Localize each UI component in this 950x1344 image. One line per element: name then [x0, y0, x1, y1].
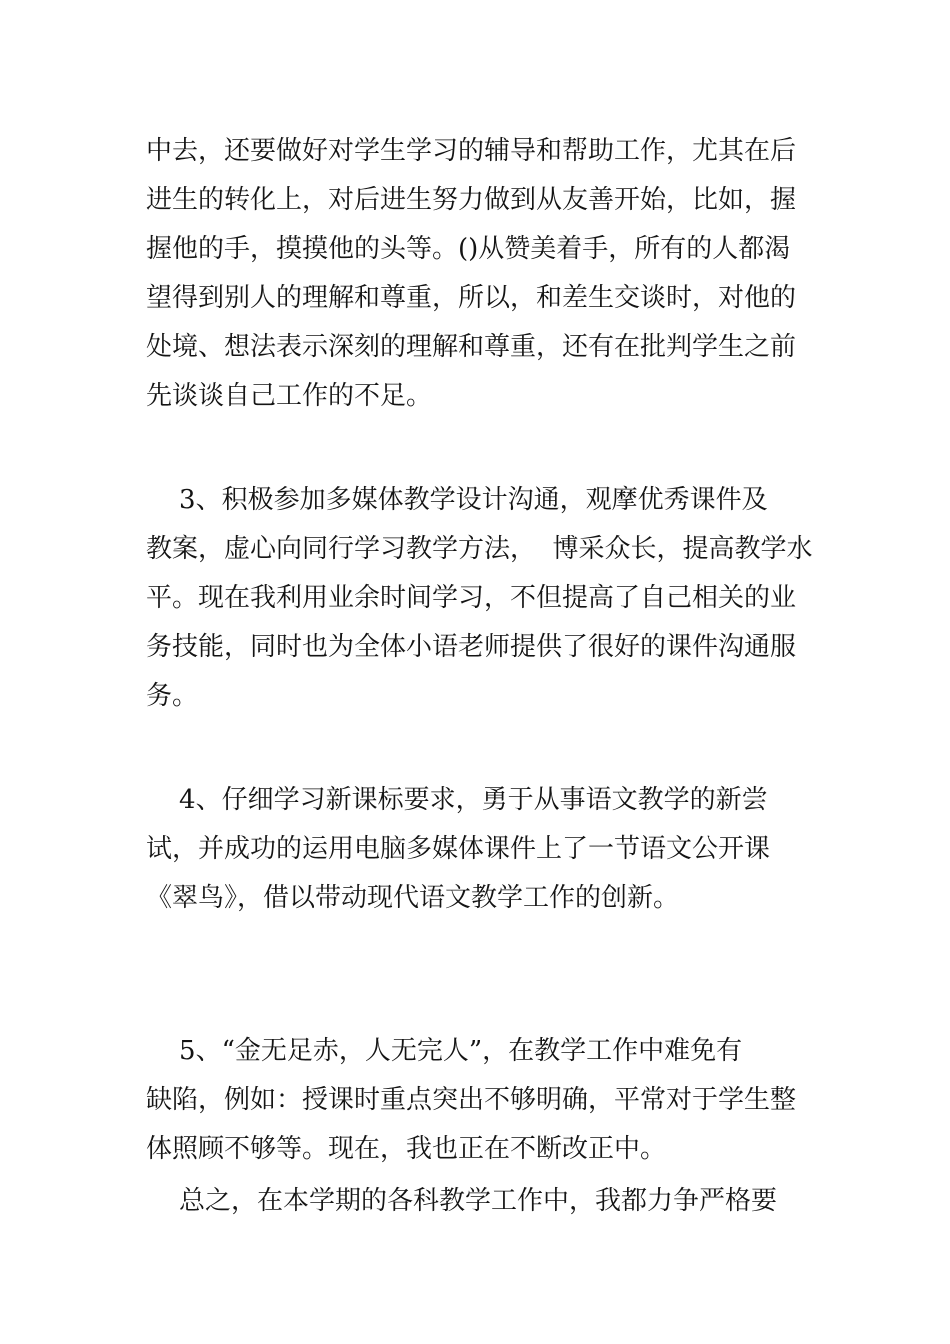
text-line: 总之，在本学期的各科教学工作中，我都力争严格要: [146, 1186, 778, 1216]
text-line: 《翠鸟》，借以带动现代语文教学工作的创新。: [146, 883, 680, 913]
text-line: 中去，还要做好对学生学习的辅导和帮助工作，尤其在后: [146, 136, 797, 166]
text-line: 望得到别人的理解和尊重，所以，和差生交谈时，对他的: [146, 283, 797, 313]
text-line: 务。: [146, 681, 199, 711]
paragraph-item-4: [146, 776, 826, 923]
text-line: 体照顾不够等。现在，我也正在不断改正中。: [146, 1134, 667, 1164]
text-line: 4、仔细学习新课标要求，勇于从事语文教学的新尝: [146, 785, 768, 815]
paragraph-summary: [146, 1177, 826, 1226]
paragraph-student-guidance: [146, 127, 826, 421]
text-line: 处境、想法表示深刻的理解和尊重，还有在批判学生之前: [146, 332, 797, 362]
text-line: 平。现在我利用业余时间学习，不但提高了自己相关的业: [146, 583, 797, 613]
text-line: 教案，虚心向同行学习教学方法， 博采众长，提高教学水: [146, 534, 813, 564]
paragraph-item-5: [146, 1027, 826, 1174]
text-line: 3、积极参加多媒体教学设计沟通，观摩优秀课件及: [146, 485, 768, 515]
text-line: 握他的手，摸摸他的头等。()从赞美着手，所有的人都渴: [146, 234, 791, 264]
text-line: 务技能，同时也为全体小语老师提供了很好的课件沟通服: [146, 632, 797, 662]
text-line: 缺陷，例如：授课时重点突出不够明确，平常对于学生整: [146, 1085, 797, 1115]
text-line: 试，并成功的运用电脑多媒体课件上了一节语文公开课: [146, 834, 771, 864]
text-line: 进生的转化上，对后进生努力做到从友善开始，比如，握: [146, 185, 797, 215]
text-line: 5、“金无足赤，人无完人”，在教学工作中难免有: [146, 1036, 743, 1066]
paragraph-item-3: [146, 476, 826, 721]
text-line: 先谈谈自己工作的不足。: [146, 381, 433, 411]
